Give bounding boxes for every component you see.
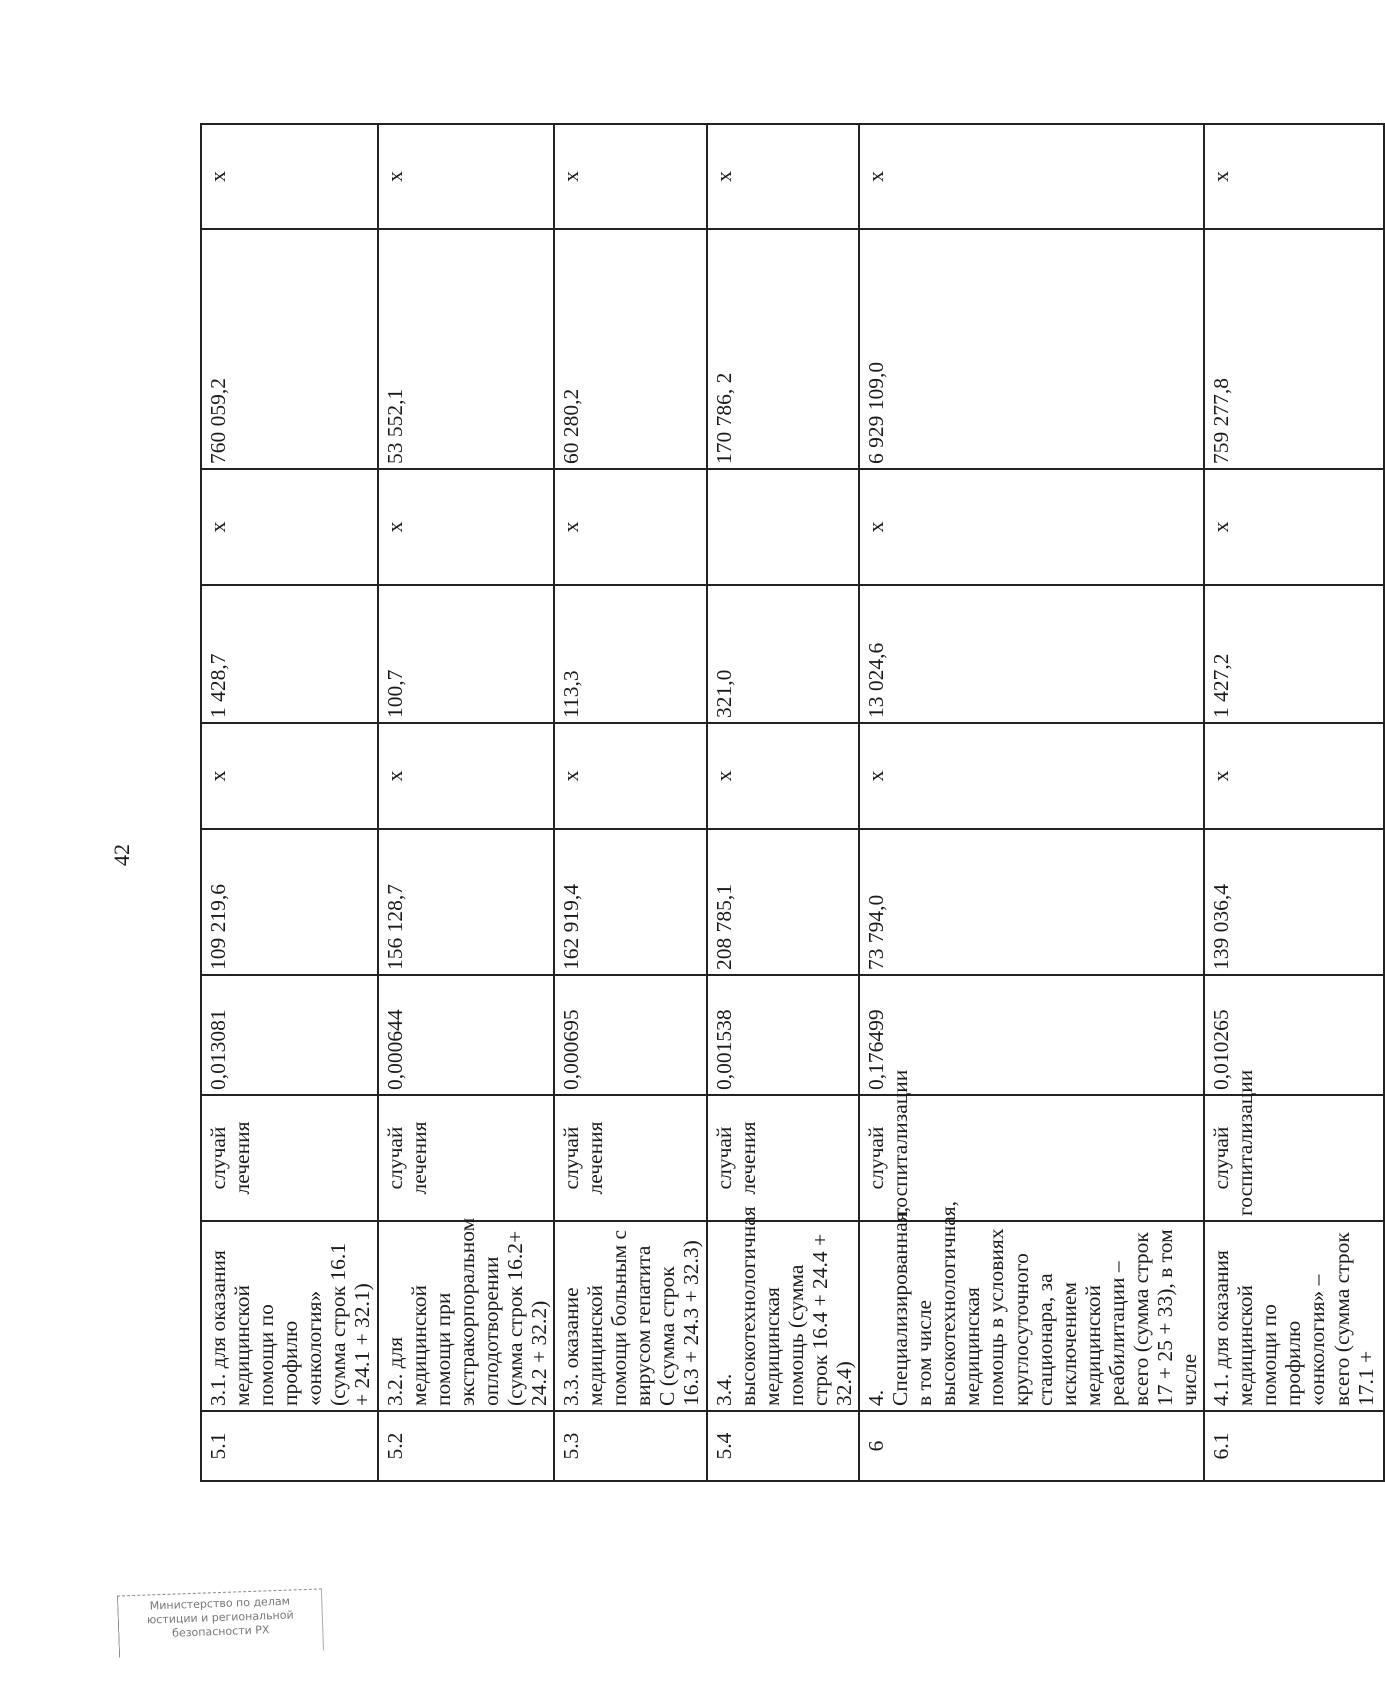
row-norm-cost-cell: 162 919,4 <box>554 829 706 975</box>
table-row <box>1204 124 1384 1481</box>
row-number-cell: 5.3 <box>554 1411 706 1481</box>
row-name-cell: 3.2. для медицинской помощи при экстракорпоральном оплодотворении (сумма строк 16.2+ 24.2 + 32.2) <box>378 1221 555 1411</box>
row-unit-cell: случай лечения <box>378 1095 555 1221</box>
row-oms-total-cell: 53 552,1 <box>378 229 555 469</box>
row-norm-volume-cell: 0,010265 <box>1204 975 1384 1095</box>
row-budget-per-capita-cell: x <box>859 723 1204 829</box>
page-number: 42 <box>109 844 134 866</box>
row-name-cell: 4.1. для оказания медицинской помощи по профилю «онкология» – всего (сумма строк 17.1 + <box>1204 1221 1384 1411</box>
row-share-cell: x <box>201 124 378 229</box>
row-norm-cost-cell: 109 219,6 <box>201 829 378 975</box>
row-norm-volume-cell: 0,000644 <box>378 975 555 1095</box>
row-number-cell: 5.2 <box>378 1411 555 1481</box>
row-unit-cell: случай лечения <box>201 1095 378 1221</box>
row-budget-total-cell: x <box>378 469 555 585</box>
row-oms-per-capita-cell: 321,0 <box>707 585 859 723</box>
stamp-line: Министерство по делам <box>149 1594 291 1613</box>
row-number-cell: 5.4 <box>707 1411 859 1481</box>
row-unit-cell: случай лечения <box>554 1095 706 1221</box>
row-oms-per-capita-cell: 100,7 <box>378 585 555 723</box>
row-budget-total-cell: x <box>859 469 1204 585</box>
row-share-cell: x <box>1204 124 1384 229</box>
row-budget-total-cell: x <box>1204 469 1384 585</box>
row-name-cell: 4. Специализированная, в том числе высокотехнологичная, медицинская помощь в условиях круглосуточного стационара, за исключением медицинской реабилитации – всего (сумма строк 17 + 25 + 33), в том числе <box>859 1221 1204 1411</box>
row-name-cell: 3.1. для оказания медицинской помощи по профилю «онкология» (сумма строк 16.1 + 24.1 + 32.1) <box>201 1221 378 1411</box>
row-budget-per-capita-cell: x <box>378 723 555 829</box>
row-name-cell: 3.4. высокотехнологичная медицинская помощь (сумма строк 16.4 + 24.4 + 32.4) <box>707 1221 859 1411</box>
row-budget-total-cell <box>707 469 859 585</box>
table-row <box>707 124 859 1481</box>
row-unit-cell: случай госпитализации <box>859 1095 1204 1221</box>
row-budget-per-capita-cell: x <box>707 723 859 829</box>
row-budget-per-capita-cell: x <box>1204 723 1384 829</box>
row-oms-per-capita-cell: 113,3 <box>554 585 706 723</box>
table-row <box>554 124 706 1481</box>
row-oms-total-cell: 170 786, 2 <box>707 229 859 469</box>
row-name-cell: 3.3. оказание медицинской помощи больным с вирусом гепатита С (сумма строк 16.3 + 24.3 + 32.3) <box>554 1221 706 1411</box>
table-row <box>378 124 555 1481</box>
row-share-cell: x <box>554 124 706 229</box>
row-norm-cost-cell: 208 785,1 <box>707 829 859 975</box>
row-share-cell: x <box>378 124 555 229</box>
row-norm-volume-cell: 0,176499 <box>859 975 1204 1095</box>
row-budget-per-capita-cell: x <box>554 723 706 829</box>
row-norm-cost-cell: 73 794,0 <box>859 829 1204 975</box>
row-share-cell: x <box>859 124 1204 229</box>
row-norm-volume-cell: 0,013081 <box>201 975 378 1095</box>
table-row <box>859 124 1204 1481</box>
row-norm-volume-cell: 0,001538 <box>707 975 859 1095</box>
row-budget-total-cell: x <box>201 469 378 585</box>
row-oms-total-cell: 60 280,2 <box>554 229 706 469</box>
row-budget-per-capita-cell: x <box>201 723 378 829</box>
row-number-cell: 5.1 <box>201 1411 378 1481</box>
stamp-line: юстиции и региональной <box>146 1608 294 1627</box>
ministry-stamp <box>117 1588 324 1657</box>
row-unit-cell: случай госпитализации <box>1204 1095 1384 1221</box>
row-oms-total-cell: 759 277,8 <box>1204 229 1384 469</box>
row-norm-volume-cell: 0,000695 <box>554 975 706 1095</box>
row-norm-cost-cell: 139 036,4 <box>1204 829 1384 975</box>
row-number-cell: 6 <box>859 1411 1204 1481</box>
row-norm-cost-cell: 156 128,7 <box>378 829 555 975</box>
row-budget-total-cell: x <box>554 469 706 585</box>
row-oms-total-cell: 760 059,2 <box>201 229 378 469</box>
row-oms-per-capita-cell: 13 024,6 <box>859 585 1204 723</box>
row-number-cell: 6.1 <box>1204 1411 1384 1481</box>
row-oms-total-cell: 6 929 109,0 <box>859 229 1204 469</box>
data-table-rotated <box>200 125 1378 1482</box>
row-oms-per-capita-cell: 1 427,2 <box>1204 585 1384 723</box>
table-row <box>201 124 378 1481</box>
data-table <box>200 123 1385 1482</box>
row-share-cell: x <box>707 124 859 229</box>
stamp-line: безопасности РХ <box>171 1623 270 1640</box>
row-oms-per-capita-cell: 1 428,7 <box>201 585 378 723</box>
row-unit-cell: случай лечения <box>707 1095 859 1221</box>
